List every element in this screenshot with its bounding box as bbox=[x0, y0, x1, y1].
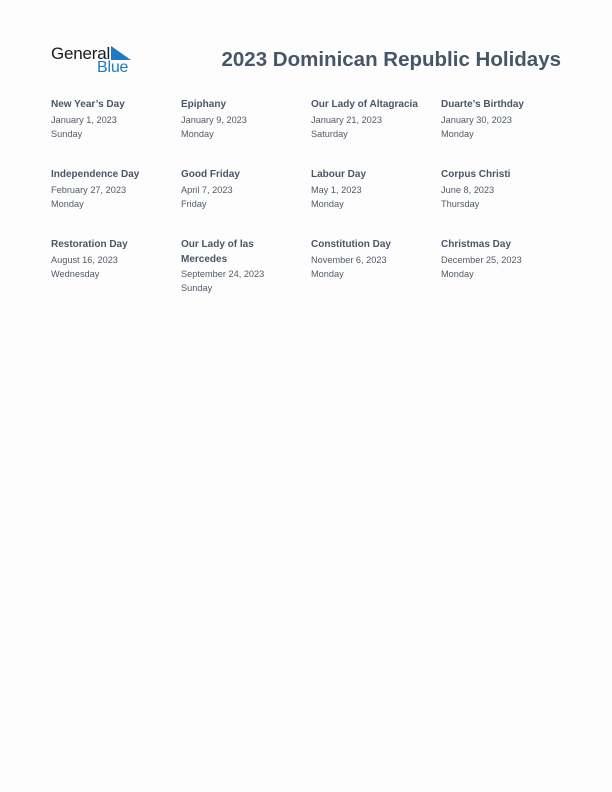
holiday-name: Independence Day bbox=[51, 169, 140, 180]
holiday-date: April 7, 2023 bbox=[181, 184, 233, 195]
holiday-weekday: Monday bbox=[181, 128, 214, 139]
holiday-weekday: Monday bbox=[441, 128, 474, 139]
holiday-entry bbox=[181, 168, 311, 238]
holiday-name: Christmas Day bbox=[441, 239, 512, 250]
holiday-entry bbox=[311, 238, 441, 308]
holiday-row bbox=[51, 98, 571, 168]
holiday-entry bbox=[441, 168, 571, 238]
holiday-date: September 24, 2023 bbox=[181, 269, 265, 279]
holiday-entry bbox=[311, 168, 441, 238]
holiday-name: Duarte’s Birthday bbox=[441, 99, 524, 110]
holiday-weekday: Thursday bbox=[441, 198, 480, 209]
holiday-name: Our Lady of las Mercedes bbox=[181, 239, 254, 265]
holiday-entry bbox=[181, 98, 311, 168]
holiday-weekday: Friday bbox=[181, 198, 207, 209]
holiday-weekday: Monday bbox=[51, 198, 84, 209]
holiday-grid bbox=[51, 98, 571, 308]
holiday-date: January 9, 2023 bbox=[181, 114, 247, 125]
page-title: 2023 Dominican Republic Holidays bbox=[221, 48, 561, 71]
holiday-name: Constitution Day bbox=[311, 239, 391, 250]
holiday-weekday: Sunday bbox=[51, 128, 83, 139]
holiday-name: Good Friday bbox=[181, 169, 240, 180]
brand-word-general: General bbox=[51, 44, 111, 63]
holiday-weekday: Monday bbox=[441, 268, 474, 279]
holiday-weekday: Monday bbox=[311, 198, 344, 209]
holiday-row bbox=[51, 238, 571, 308]
brand-word-blue: Blue bbox=[97, 59, 129, 76]
holiday-weekday: Saturday bbox=[311, 128, 348, 139]
holiday-date: June 8, 2023 bbox=[441, 184, 495, 195]
holiday-date: January 1, 2023 bbox=[51, 114, 117, 125]
holiday-weekday: Monday bbox=[311, 268, 344, 279]
brand-logo bbox=[51, 44, 133, 78]
holiday-name: Epiphany bbox=[181, 99, 227, 110]
holiday-name: Corpus Christi bbox=[441, 169, 511, 180]
holiday-entry bbox=[181, 238, 311, 308]
holiday-weekday: Wednesday bbox=[51, 268, 100, 279]
holiday-date: January 30, 2023 bbox=[441, 114, 513, 125]
holiday-entry bbox=[441, 238, 571, 308]
holiday-entry bbox=[51, 238, 181, 308]
holiday-date: January 21, 2023 bbox=[311, 114, 383, 125]
holiday-entry bbox=[311, 98, 441, 168]
holiday-date: February 27, 2023 bbox=[51, 184, 127, 195]
holiday-entry bbox=[51, 168, 181, 238]
holiday-date: December 25, 2023 bbox=[441, 254, 522, 265]
holiday-name: Restoration Day bbox=[51, 239, 128, 250]
holiday-weekday: Sunday bbox=[181, 283, 213, 293]
holiday-entry bbox=[51, 98, 181, 168]
triangle-logo-icon bbox=[111, 46, 131, 60]
holiday-date: August 16, 2023 bbox=[51, 254, 118, 265]
holiday-name: New Year’s Day bbox=[51, 99, 125, 110]
holiday-name: Labour Day bbox=[311, 169, 367, 180]
holiday-name: Our Lady of Altagracia bbox=[311, 99, 418, 110]
holiday-date: May 1, 2023 bbox=[311, 184, 362, 195]
holiday-row bbox=[51, 168, 571, 238]
holiday-entry bbox=[441, 98, 571, 168]
holiday-date: November 6, 2023 bbox=[311, 254, 387, 265]
